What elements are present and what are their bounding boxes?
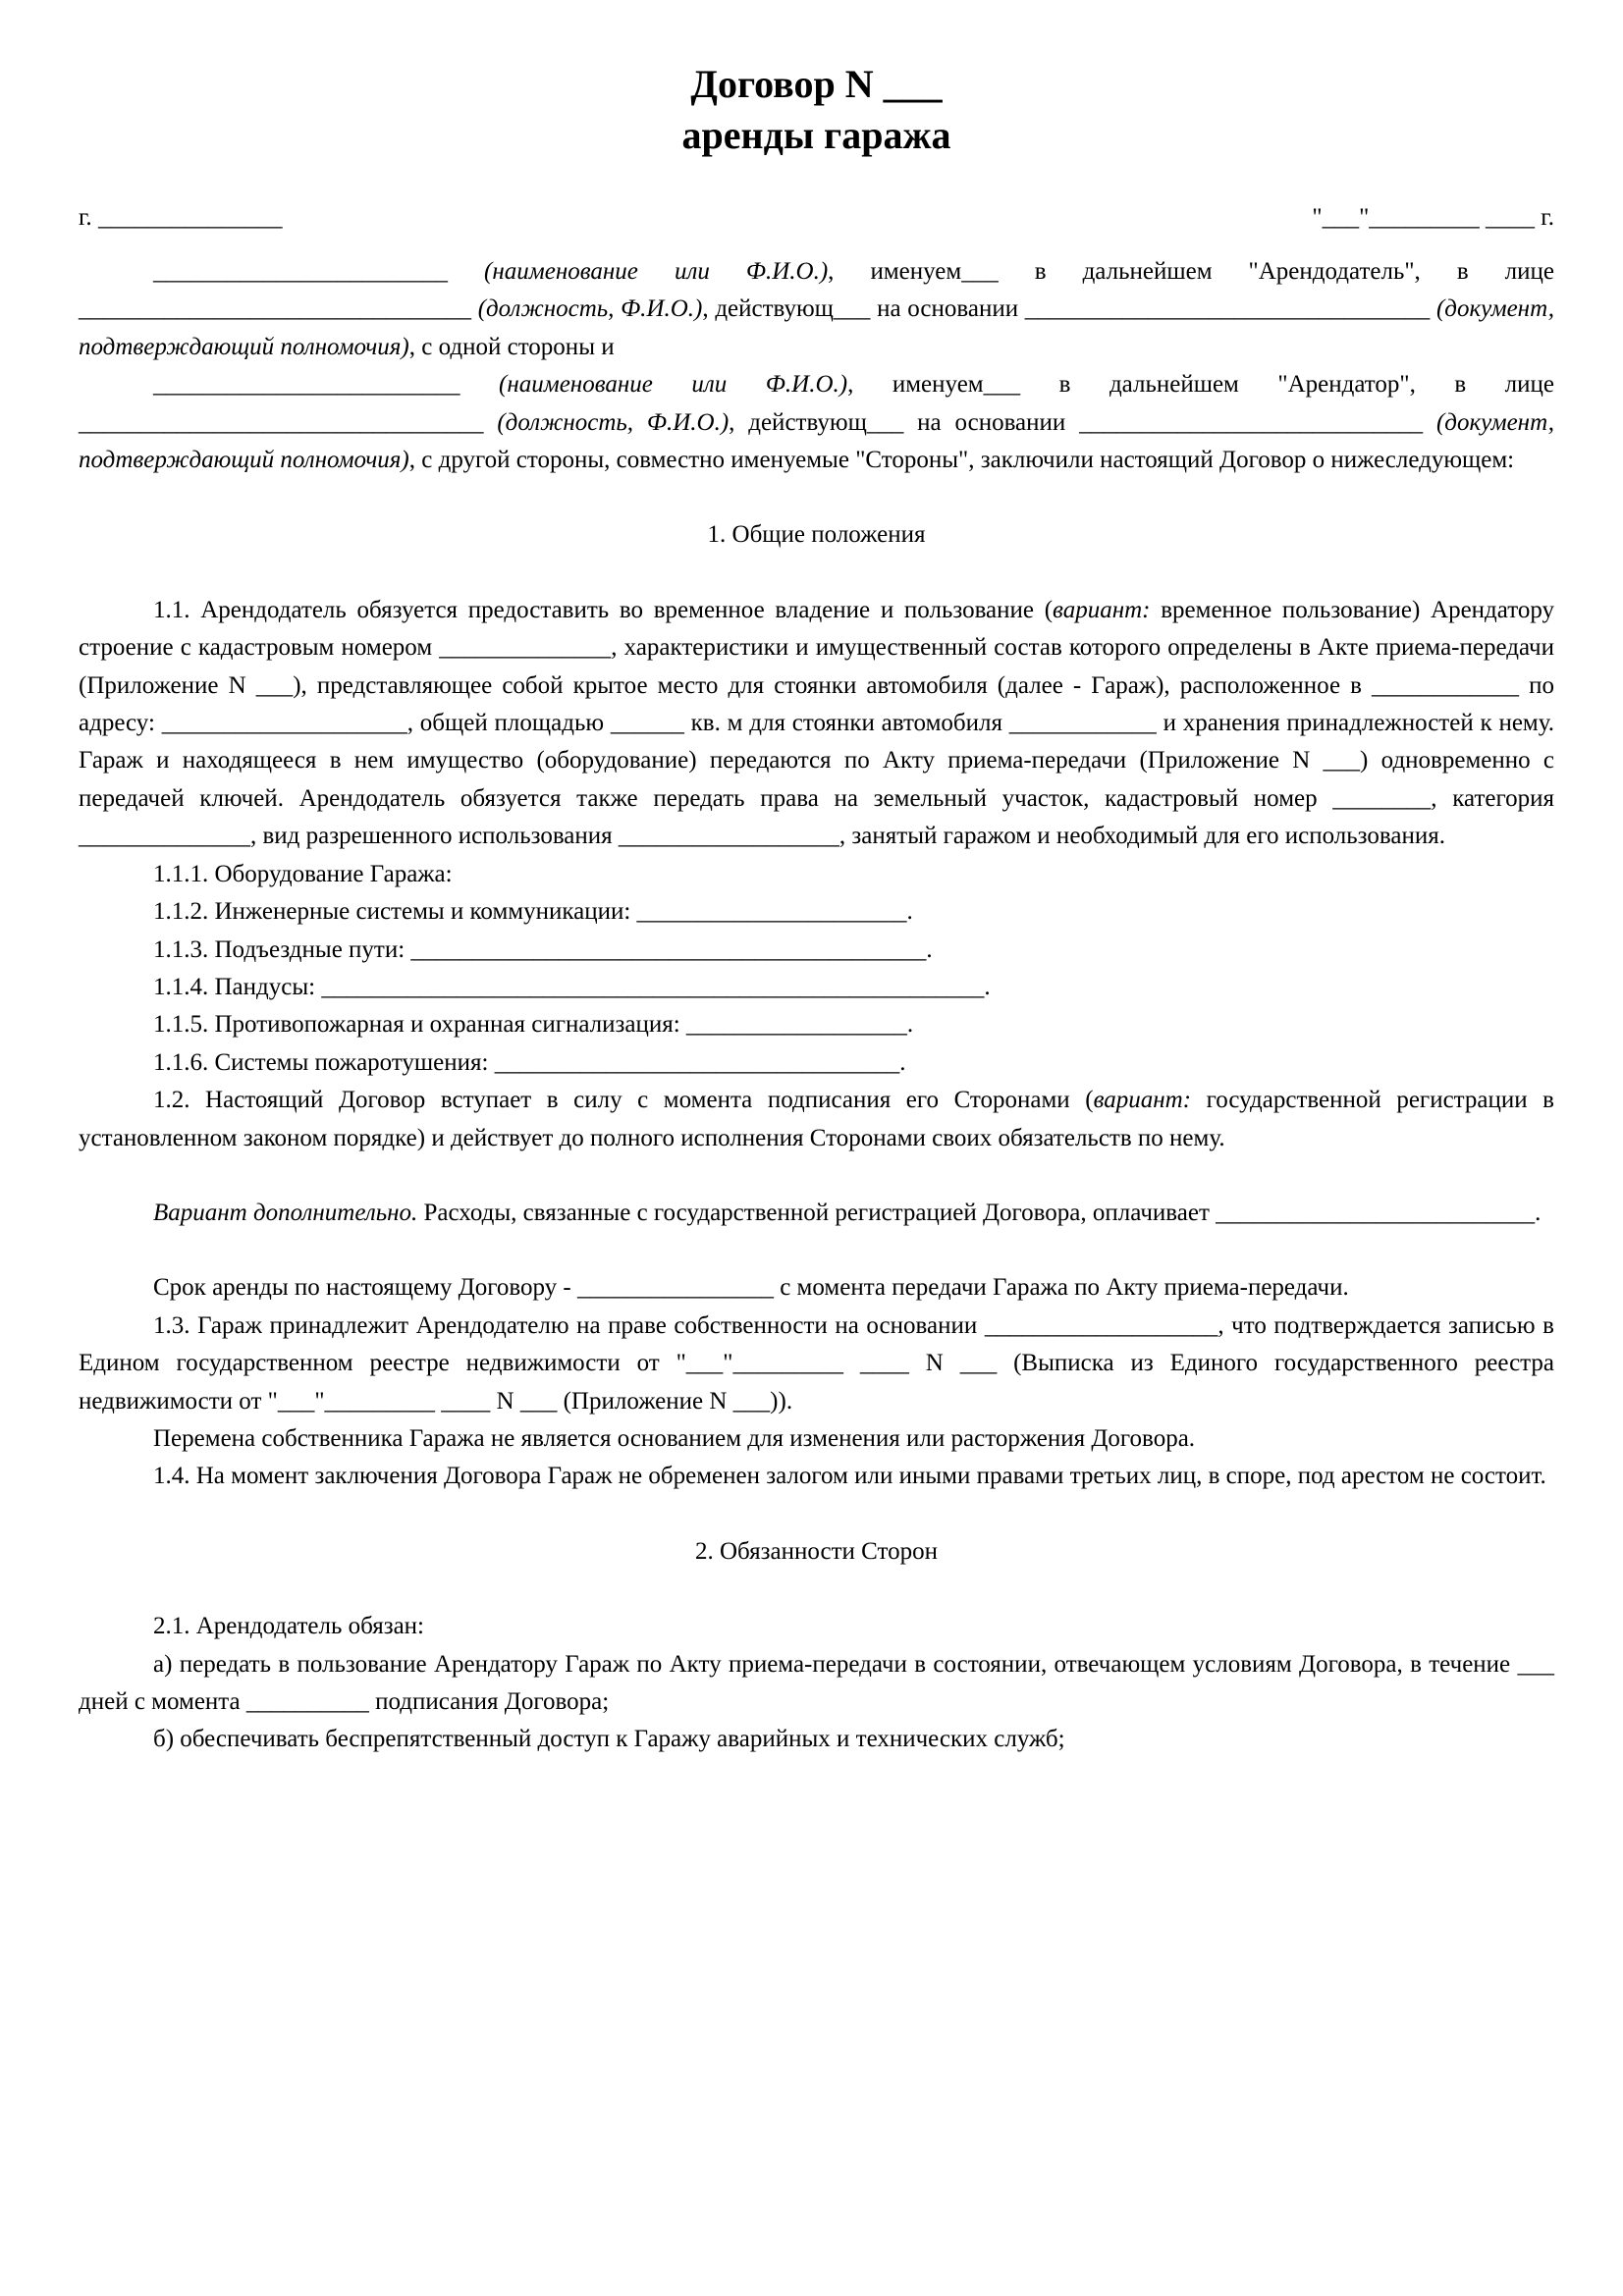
blank: ____________________________ <box>1079 408 1424 436</box>
text: , с другой стороны, совместно именуемые "Стороны", заключили настоящий Договор о нижеследующем: <box>408 447 1515 474</box>
place-date-row <box>79 204 1554 240</box>
variant-paragraph <box>79 1195 1554 1232</box>
italic-hint: (документ, подтверждающий полномочия) <box>79 295 1555 360</box>
text: , с одной стороны и <box>408 333 615 360</box>
italic-hint: (наименование или Ф.И.О.) <box>499 371 848 399</box>
text: , действующ___ на основании <box>702 295 1025 323</box>
clause-2-1-b: б) обеспечивать беспрепятственный доступ к Гаражу аварийных и технических служб; <box>153 1726 1065 1753</box>
clause-1-1-3: 1.1.3. Подъездные пути: __________________________________________. <box>153 935 933 963</box>
intro-tenant-paragraph <box>79 366 1554 479</box>
city-field <box>79 204 282 240</box>
clause-1-2 <box>79 1082 1554 1157</box>
text: 1.2. Настоящий Договор вступает в силу с момента подписания его Сторонами ( <box>153 1087 1094 1114</box>
document-title: Договор N ___ <box>690 62 943 106</box>
italic-hint: (должность, Ф.И.О.) <box>477 295 703 323</box>
italic-hint: Вариант дополнительно. <box>153 1199 418 1226</box>
text: , именуем___ в дальнейшем "Арендатор", в лице <box>847 371 1554 399</box>
blank: _________________________________ <box>1024 295 1431 323</box>
clause-1-1-5: 1.1.5. Противопожарная и охранная сигнализация: __________________. <box>153 1011 914 1039</box>
text: 1.1. Арендодатель обязуется предоставить во временное владение и пользование ( <box>153 596 1054 623</box>
text: государственной регистрации в установленном законом порядке) и действует до полного исполнения Сторонами своих обязательств по нему. <box>79 1087 1554 1151</box>
lease-term-paragraph: Срок аренды по настоящему Договору - ________________ с момента передачи Гаража по Акту приема-передачи. <box>153 1274 1349 1302</box>
blank: ________________________ <box>153 258 448 285</box>
italic-hint: вариант: <box>1053 596 1151 623</box>
italic-hint: (наименование или Ф.И.О.) <box>484 258 829 285</box>
city-blank: _______________ <box>97 204 283 231</box>
section-2-heading: 2. Обязанности Сторон <box>695 1537 938 1565</box>
text: Расходы, связанные с государственной регистрацией Договора, оплачивает __________________________. <box>417 1199 1542 1226</box>
document-page <box>79 59 1554 1759</box>
blank: _________________________________ <box>79 408 484 436</box>
text: , именуем___ в дальнейшем "Арендодатель", в лице <box>828 258 1555 285</box>
clause-1-1-6: 1.1.6. Системы пожаротушения: _________________________________. <box>153 1048 906 1076</box>
blank: ________________________________ <box>79 295 471 323</box>
clause-1-1-4: 1.1.4. Пандусы: ______________________________________________________. <box>153 973 991 1000</box>
date-field: "___"_________ ____ г. <box>1312 204 1554 231</box>
text: , действующ___ на основании <box>729 408 1080 436</box>
clause-2-1-a: а) передать в пользование Арендатору Гараж по Акту приема-передачи в состоянии, отвечающем условиям Договора, в течение ___ дней с момента __________ подписания Договора; <box>79 1650 1554 1715</box>
clause-1-1-2: 1.1.2. Инженерные системы и коммуникации: ______________________. <box>153 898 913 926</box>
intro-landlord-paragraph <box>79 253 1554 366</box>
city-prefix: г. <box>79 204 92 231</box>
blank: _________________________ <box>153 371 460 399</box>
document-subtitle: аренды гаража <box>681 113 951 157</box>
clause-1-4: 1.4. На момент заключения Договора Гараж не обременен залогом или иными правами третьих лиц, в споре, под арестом не состоит. <box>153 1463 1546 1490</box>
clause-1-1-1: 1.1.1. Оборудование Гаража: <box>153 860 453 887</box>
text: временное пользование) Арендатору строение с кадастровым номером ______________, характеристики и имущественный состав которого определены в Акте приема-передачи (Приложение N ___), представляющее собой крытое место для стоянки автомобиля (далее - Гараж), расположенное в ____________ по адресу: ____________________, общей площадью ______ кв. м для стоянки автомобиля ____________ и хранения принадлежностей к нему. Гараж и находящееся в нем имущество (оборудование) передаются по Акту приема-передачи (Приложение N ___) одновременно с передачей ключей. Арендодатель обязуется также передать права на земельный участок, кадастровый номер ________, категория ______________, вид разрешенного использования __________________, занятый гаражом и необходимый для его использования. <box>79 596 1554 850</box>
clause-1-3: 1.3. Гараж принадлежит Арендодателю на праве собственности на основании ___________________, что подтверждается записью в Едином государственном реестре недвижимости от "___"_________ ____ N ___ (Выписка из Единого государственного реестра недвижимости от "___"_________ ____ N ___ (Приложение N ___)). <box>79 1311 1554 1415</box>
clause-1-1 <box>79 592 1554 856</box>
owner-change-paragraph: Перемена собственника Гаража не является основанием для изменения или расторжения Договора. <box>153 1424 1196 1452</box>
clause-2-1: 2.1. Арендодатель обязан: <box>153 1613 424 1640</box>
italic-hint: (должность, Ф.И.О.) <box>497 408 730 436</box>
section-1-heading: 1. Общие положения <box>707 521 926 549</box>
italic-hint: (документ, подтверждающий полномочия) <box>79 408 1555 474</box>
italic-hint: вариант: <box>1093 1087 1192 1114</box>
